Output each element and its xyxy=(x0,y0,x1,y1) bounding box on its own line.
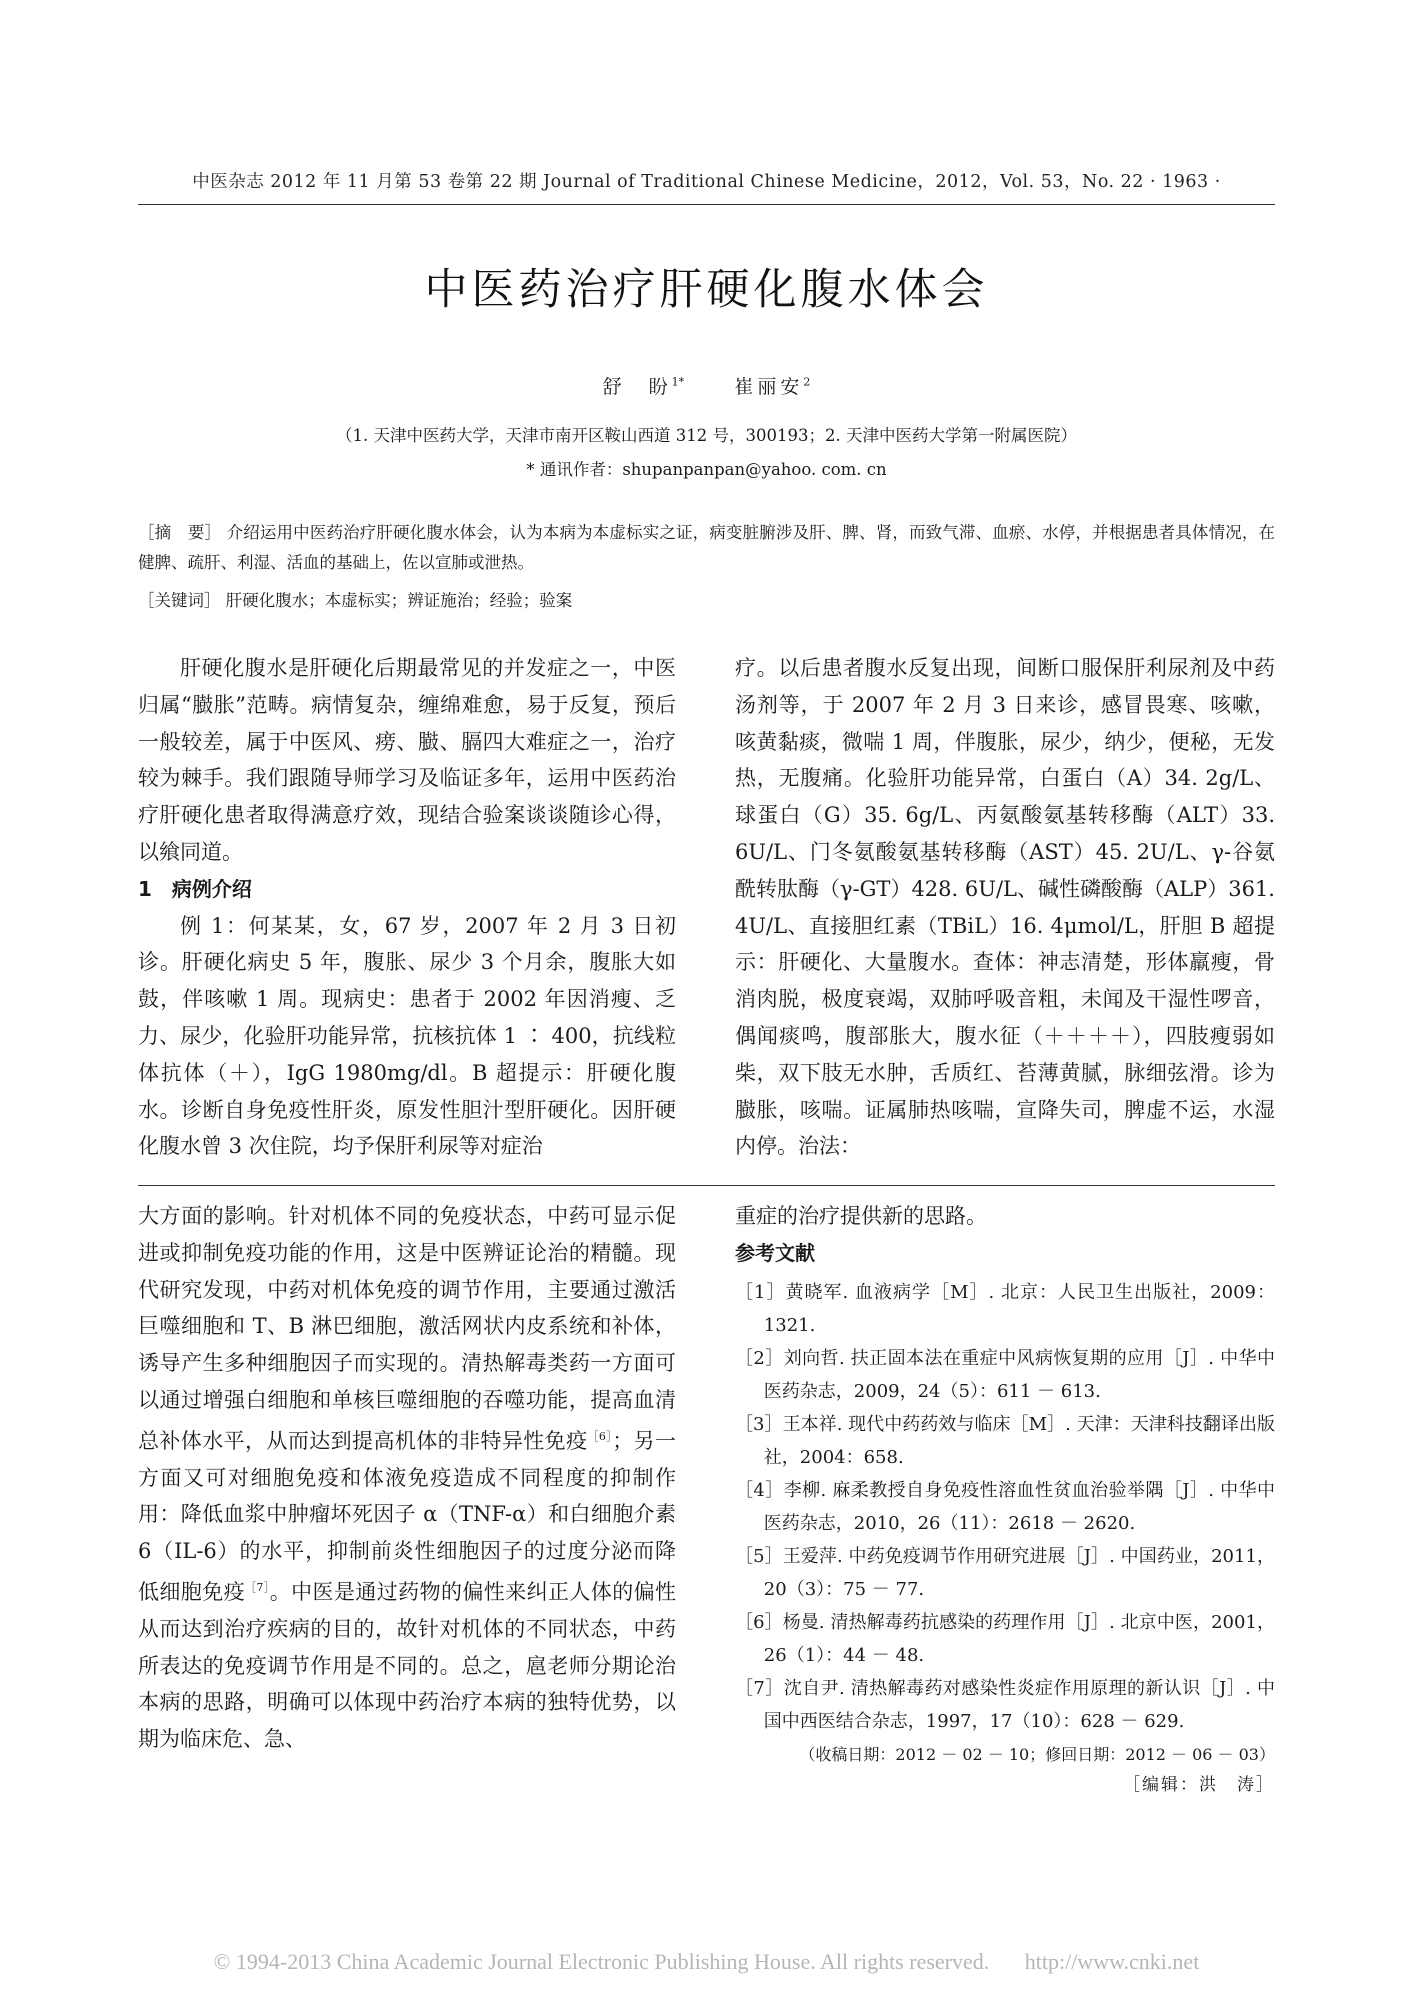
abstract xyxy=(138,518,1275,578)
intro-paragraph: 肝硬化腹水是肝硬化后期最常见的并发症之一，中医归属“臌胀”范畴。病情复杂，缠绵难愈，易于反复，预后一般较差，属于中医风、痨、臌、膈四大难症之一，治疗较为棘手。我们跟随导师学习及临证多年，运用中医药治疗肝硬化患者取得满意疗效，现结合验案谈谈随诊心得，以飨同道。 xyxy=(138,656,676,864)
discussion-text-1: 大方面的影响。针对机体不同的免疫状态，中药可显示促进或抑制免疫功能的作用，这是中医辨证论治的精髓。现代研究发现，中药对机体免疫的调节作用，主要通过激活巨噬细胞和 T、B 淋巴细胞，激活网状内皮系统和补体，诱导产生多种细胞因子而实现的。清热解毒类药一方面可以通过增强白细胞和单核巨噬细胞的吞噬功能，提高血清总补体水平，从而达到提高机体的非特异性免疫 xyxy=(138,1204,676,1453)
header-rule xyxy=(138,204,1275,205)
editor-credit: ［编辑：洪 涛］ xyxy=(1123,1774,1275,1795)
keywords-label: ［关键词］ xyxy=(138,591,221,610)
reference-item: ［3］王本祥. 现代中药药效与临床［M］. 天津：天津科技翻译出版社，2004：658. xyxy=(735,1413,1275,1468)
reference-item: ［6］杨曼. 清热解毒药抗感染的药理作用［J］. 北京中医，2001，26（1）：44 － 48. xyxy=(735,1611,1275,1666)
closing-paragraph: 重症的治疗提供新的思路。 xyxy=(735,1204,987,1228)
keywords-text: 肝硬化腹水；本虚标实；辨证施治；经验；验案 xyxy=(225,591,573,610)
author-2: 崔丽安 xyxy=(734,376,804,398)
corresponding-author: * 通讯作者：shupanpanpan@yahoo. com. cn xyxy=(526,460,887,479)
citation-7[interactable]: ［7］ xyxy=(245,1580,270,1594)
citation-6[interactable]: ［6］ xyxy=(587,1429,613,1443)
reference-item: ［4］李柳. 麻柔教授自身免疫性溶血性贫血治验举隅［J］. 中华中医药杂志，2010，26（11）：2618 － 2620. xyxy=(735,1479,1275,1534)
affiliation: （1. 天津中医药大学，天津市南开区鞍山西道 312 号，300193；2. 天津中医药大学第一附属医院） xyxy=(336,426,1077,445)
copyright-footer xyxy=(0,1949,1413,1975)
discussion-text-2: ；另一方面又可对细胞免疫和体液免疫造成不同程度的抑制作用：降低血浆中肿瘤坏死因子 α（TNF-α）和白细胞介素 6（IL-6）的水平，抑制前炎性细胞因子的过度分泌而降低细胞免疫 xyxy=(138,1428,677,1604)
references-heading: 参考文献 xyxy=(735,1240,815,1265)
column-1 xyxy=(138,650,676,1165)
keywords xyxy=(138,586,1275,616)
author-2-affil-mark: 2 xyxy=(803,375,811,389)
reference-item: ［2］刘向哲. 扶正固本法在重症中风病恢复期的应用［J］. 中华中医药杂志，2009，24（5）：611 － 613. xyxy=(735,1347,1275,1402)
copyright-text: © 1994-2013 China Academic Journal Electronic Publishing House. All rights reserved. xyxy=(213,1949,990,1974)
discussion-paragraph xyxy=(138,1198,676,1758)
column-2 xyxy=(735,650,1275,1165)
case-continued-paragraph: 疗。以后患者腹水反复出现，间断口服保肝利尿剂及中药汤剂等，于 2007 年 2 月 3 日来诊，感冒畏寒、咳嗽，咳黄黏痰，微喘 1 周，伴腹胀，尿少，纳少，便秘，无发热，无腹痛。化验肝功能异常，白蛋白（A）34. 2g/L、球蛋白（G）35. 6g/L、丙氨酸氨基转移酶（ALT）33. 6U/L、门冬氨酸氨基转移酶（AST）45. 2U/L、γ-谷氨酰转肽酶（γ-GT）428. 6U/L、碱性磷酸酶（ALP）361. 4U/L、直接胆红素（TBiL）16. 4μmol/L，肝胆 B 超提示：肝硬化、大量腹水。查体：神志清楚，形体羸瘦，骨消肉脱，极度衰竭，双肺呼吸音粗，未闻及干湿性啰音，偶闻痰鸣，腹部胀大，腹水征（＋＋＋＋），四肢瘦弱如柴，双下肢无水肿，舌质红、苔薄黄腻，脉细弦滑。诊为臌胀，咳喘。证属肺热咳喘，宣降失司，脾虚不运，水湿内停。治法： xyxy=(735,656,1275,1159)
reference-item: ［1］黄晓军. 血液病学［M］. 北京：人民卫生出版社，2009：1321. xyxy=(735,1281,1275,1336)
author-1-affil-mark: 1* xyxy=(671,375,685,389)
reference-item: ［5］王爱萍. 中药免疫调节作用研究进展［J］. 中国药业，2011，20（3）：75 － 77. xyxy=(735,1545,1275,1600)
case-paragraph: 例 1：何某某，女，67 岁，2007 年 2 月 3 日初诊。肝硬化病史 5 年，腹胀、尿少 3 个月余，腹胀大如鼓，伴咳嗽 1 周。现病史：患者于 2002 年因消瘦、乏力、尿少，化验肝功能异常，抗核抗体 1 ∶ 400，抗线粒体抗体（＋），IgG 1980mg/dl。B 超提示：肝硬化腹水。诊断自身免疫性肝炎，原发性胆汁型肝硬化。因肝硬化腹水曾 3 次住院，均予保肝利尿等对症治 xyxy=(138,913,676,1159)
page-divider xyxy=(138,1185,1275,1186)
author-line xyxy=(0,372,1413,399)
reference-list xyxy=(735,1276,1275,1738)
article-title: 中医药治疗肝硬化腹水体会 xyxy=(424,265,989,315)
column-4 xyxy=(735,1198,1275,1800)
abstract-label: ［摘 要］ xyxy=(138,523,222,542)
abstract-text: 介绍运用中医药治疗肝硬化腹水体会，认为本病为本虚标实之证，病变脏腑涉及肝、脾、肾，而致气滞、血瘀、水停，并根据患者具体情况，在健脾、疏肝、利湿、活血的基础上，佐以宣肺或泄热。 xyxy=(138,523,1275,572)
received-dates: （收稿日期：2012 － 02 － 10；修回日期：2012 － 06 － 03） xyxy=(799,1744,1275,1764)
cnki-link[interactable]: http://www.cnki.net xyxy=(1024,1949,1200,1974)
reference-item: ［7］沈自尹. 清热解毒药对感染性炎症作用原理的新认识［J］. 中国中西医结合杂志，1997，17（10）：628 － 629. xyxy=(735,1677,1275,1732)
discussion-text-3: 。中医是通过药物的偏性来纠正人体的偏性从而达到治疗疾病的目的，故针对机体的不同状态，中药所表达的免疫调节作用是不同的。总之，扈老师分期论治本病的思路，明确可以体现中药治疗本病的独特优势，以期为临床危、急、 xyxy=(138,1579,677,1752)
running-header: 中医杂志 2012 年 11 月第 53 卷第 22 期 Journal of Traditional Chinese Medicine，2012，Vol. 53，No. 22 · 1963 · xyxy=(192,172,1221,192)
section-heading: 1 病例介绍 xyxy=(138,876,252,901)
column-3 xyxy=(138,1198,676,1758)
author-1: 舒 盼 xyxy=(602,376,672,398)
